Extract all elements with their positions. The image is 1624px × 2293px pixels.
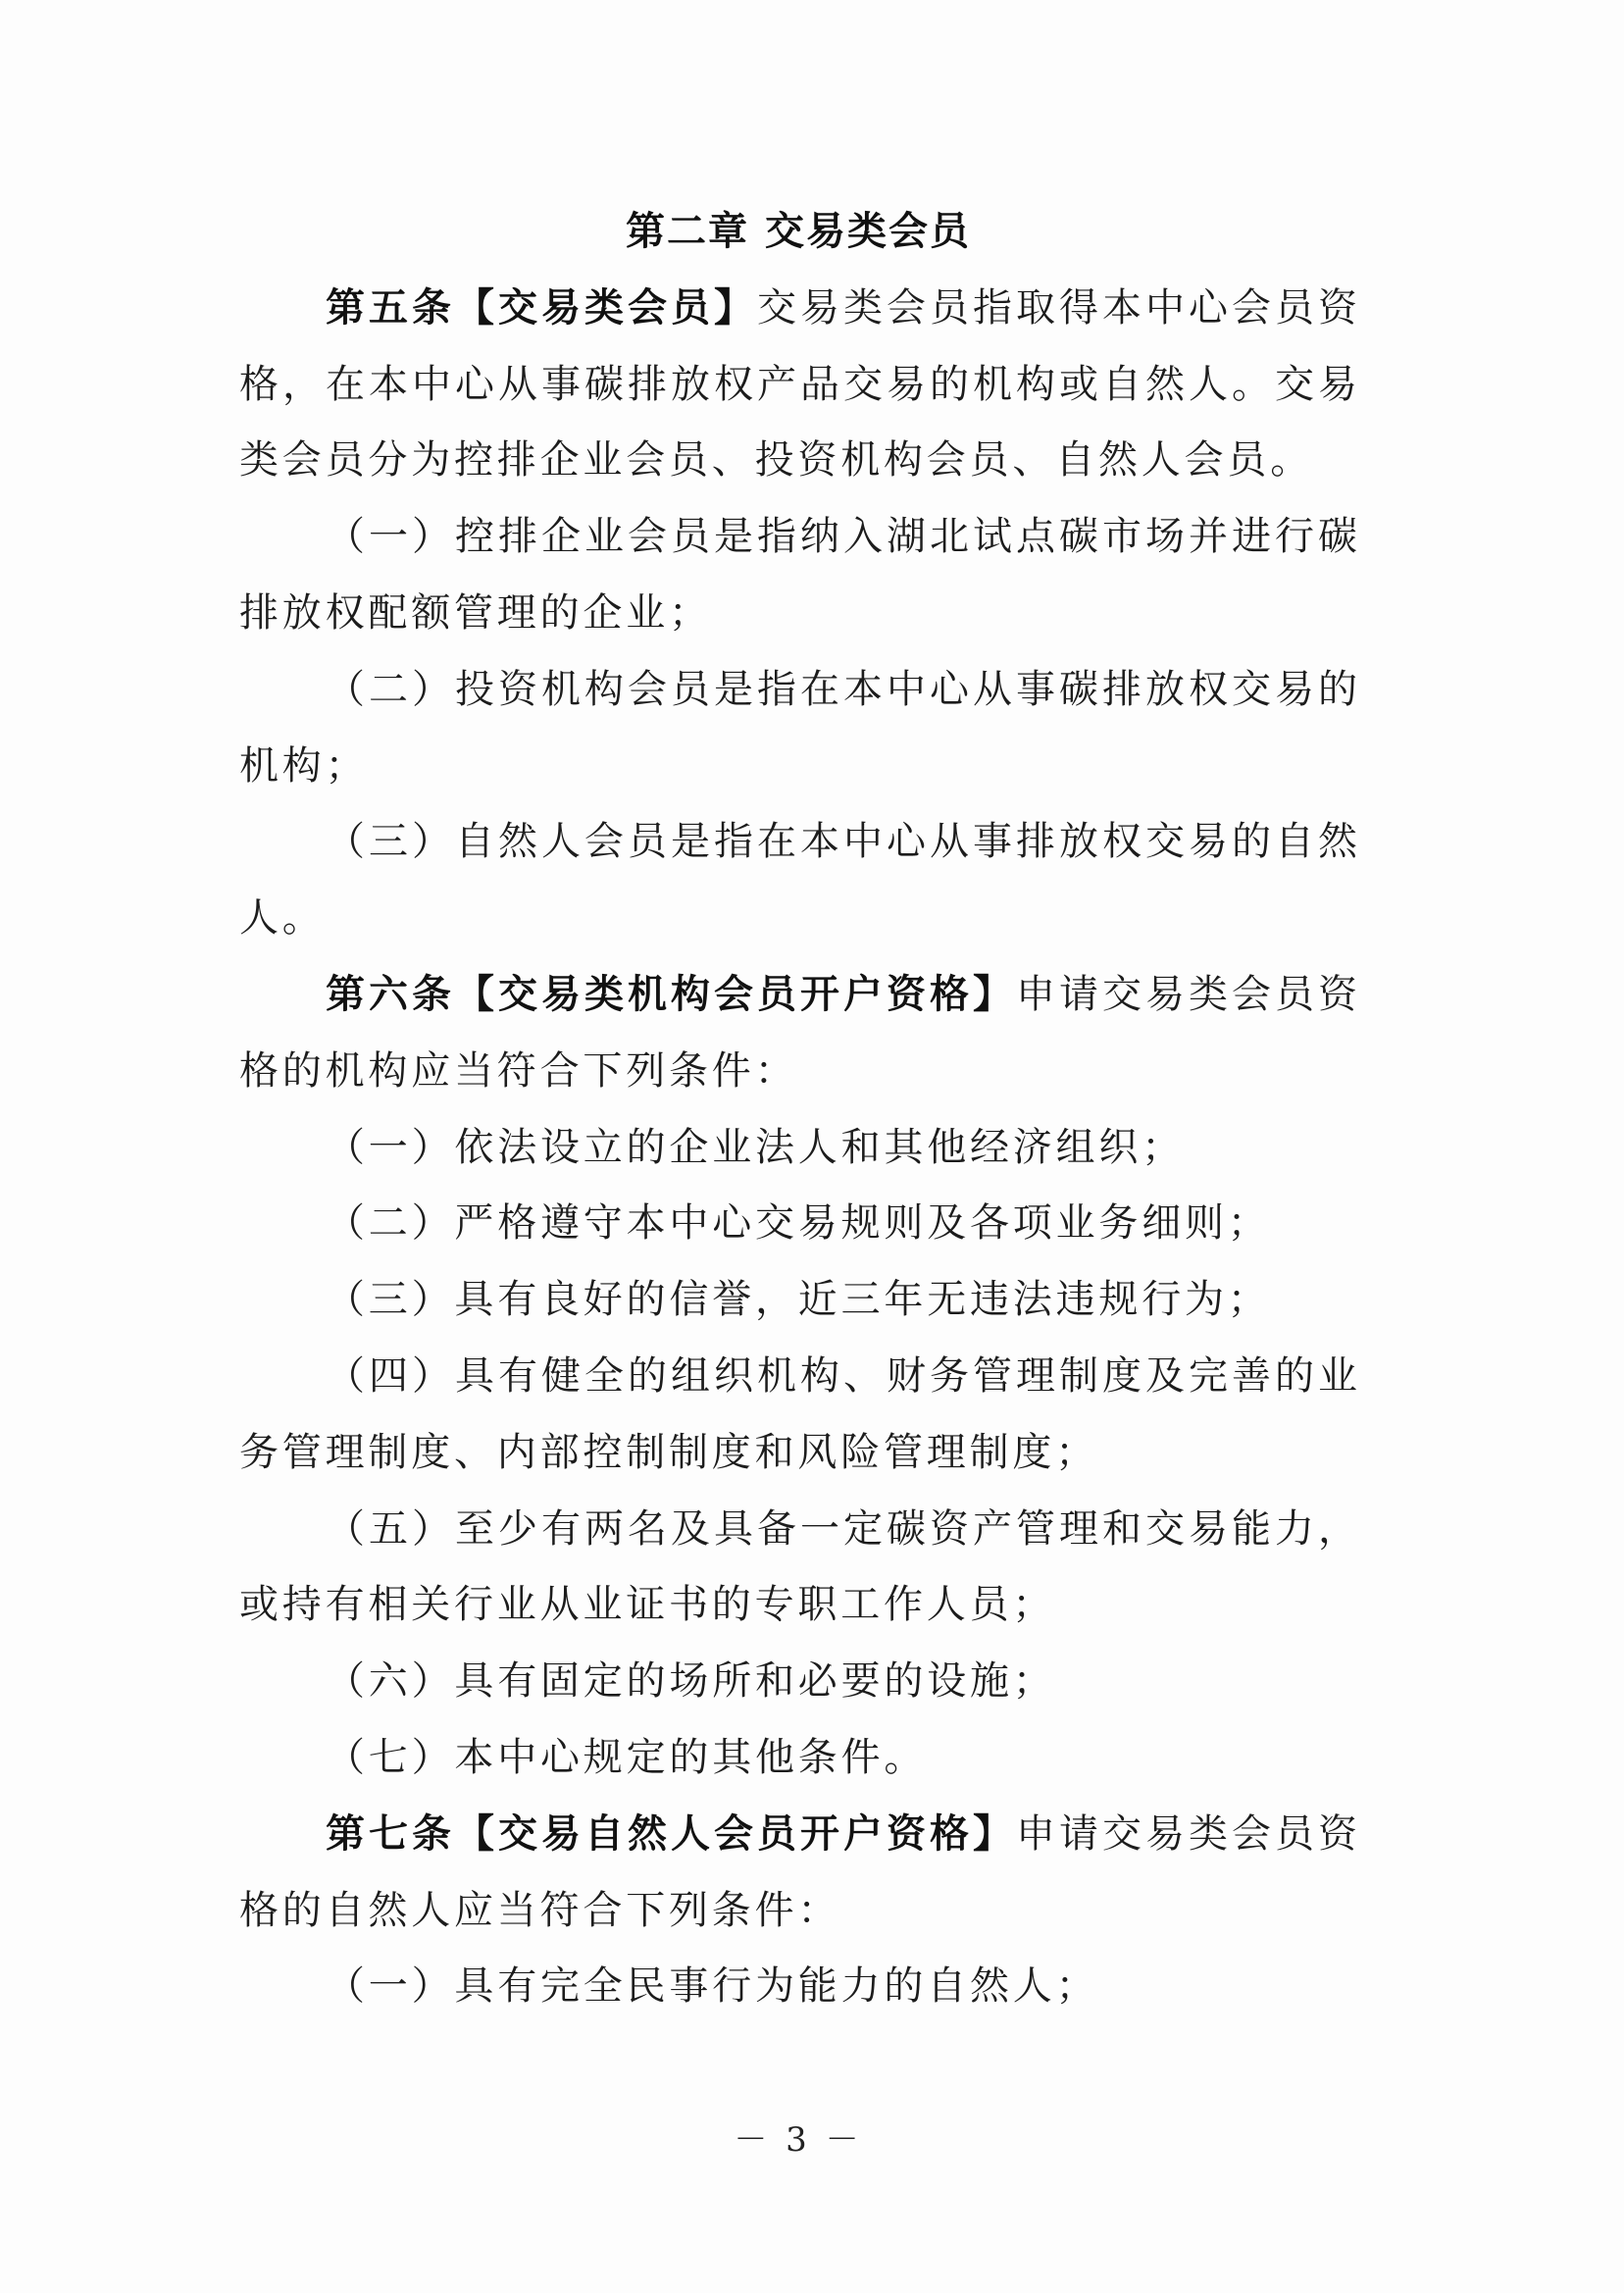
article-6-heading: 第六条【交易类机构会员开户资格】 (326, 971, 1016, 1017)
article-5-item-2-line-2: 机构； (239, 742, 369, 789)
article-5-line-1 (239, 271, 1357, 347)
article-6-item-7: （七）本中心规定的其他条件。 (326, 1734, 928, 1780)
article-7-text-1: 申请交易类会员资 (1016, 1810, 1357, 1857)
article-6-item-5-line-2: 或持有相关行业从业证书的专职工作人员； (239, 1582, 1056, 1628)
article-6-item-4-line-2: 务管理制度、内部控制制度和风险管理制度； (239, 1429, 1098, 1475)
article-6-line-2: 格的机构应当符合下列条件： (239, 1047, 798, 1094)
article-7 (239, 1797, 1357, 2025)
article-6-item-1: （一）依法设立的企业法人和其他经济组织； (326, 1124, 1185, 1170)
article-5-item-3-line-2: 人。 (239, 895, 326, 942)
article-7-item-1: （一）具有完全民事行为能力的自然人； (326, 1963, 1099, 2010)
article-6 (239, 957, 1357, 1797)
article-5-item-3-line-1: （三）自然人会员是指在本中心从事排放权交易的自然 (326, 819, 1357, 865)
article-6-item-3: （三）具有良好的信誉，近三年无违法违规行为； (326, 1277, 1271, 1323)
article-5 (239, 271, 1357, 957)
article-6-item-5 (239, 1492, 1357, 1645)
article-6-item-4 (239, 1339, 1357, 1492)
page-number: － 3 － (734, 2120, 863, 2160)
article-7-line-2: 格的自然人应当符合下列条件： (239, 1887, 841, 1933)
article-5-item-1 (239, 499, 1357, 652)
article-7-heading: 第七条【交易自然人会员开户资格】 (326, 1810, 1016, 1857)
article-6-item-5-line-1: （五）至少有两名及具备一定碳资产管理和交易能力， (326, 1505, 1357, 1552)
article-6-item-6: （六）具有固定的场所和必要的设施； (326, 1658, 1056, 1705)
article-6-text-1: 申请交易类会员资 (1016, 971, 1357, 1017)
article-5-item-3 (239, 804, 1357, 957)
article-5-item-2 (239, 652, 1357, 805)
article-5-item-1-line-1: （一）控排企业会员是指纳入湖北试点碳市场并进行碳 (326, 514, 1357, 560)
article-5-line-2: 格，在本中心从事碳排放权产品交易的机构或自然人。交易 (239, 361, 1357, 407)
article-5-line-3: 类会员分为控排企业会员、投资机构会员、自然人会员。 (239, 437, 1313, 484)
article-6-item-2: （二）严格遵守本中心交易规则及各项业务细则； (326, 1200, 1271, 1247)
chapter-title: 第二章 交易类会员 (626, 209, 971, 254)
document-body (239, 194, 1357, 2025)
article-5-text-1: 交易类会员指取得本中心会员资 (757, 284, 1357, 331)
article-5-heading: 第五条【交易类会员】 (326, 284, 757, 331)
article-5-item-1-line-2: 排放权配额管理的企业； (239, 589, 712, 636)
article-7-line-1 (239, 1797, 1357, 1873)
article-5-item-2-line-1: （二）投资机构会员是指在本中心从事碳排放权交易的 (326, 666, 1357, 712)
article-6-item-4-line-1: （四）具有健全的组织机构、财务管理制度及完善的业 (326, 1352, 1357, 1399)
article-6-line-1 (239, 957, 1357, 1034)
